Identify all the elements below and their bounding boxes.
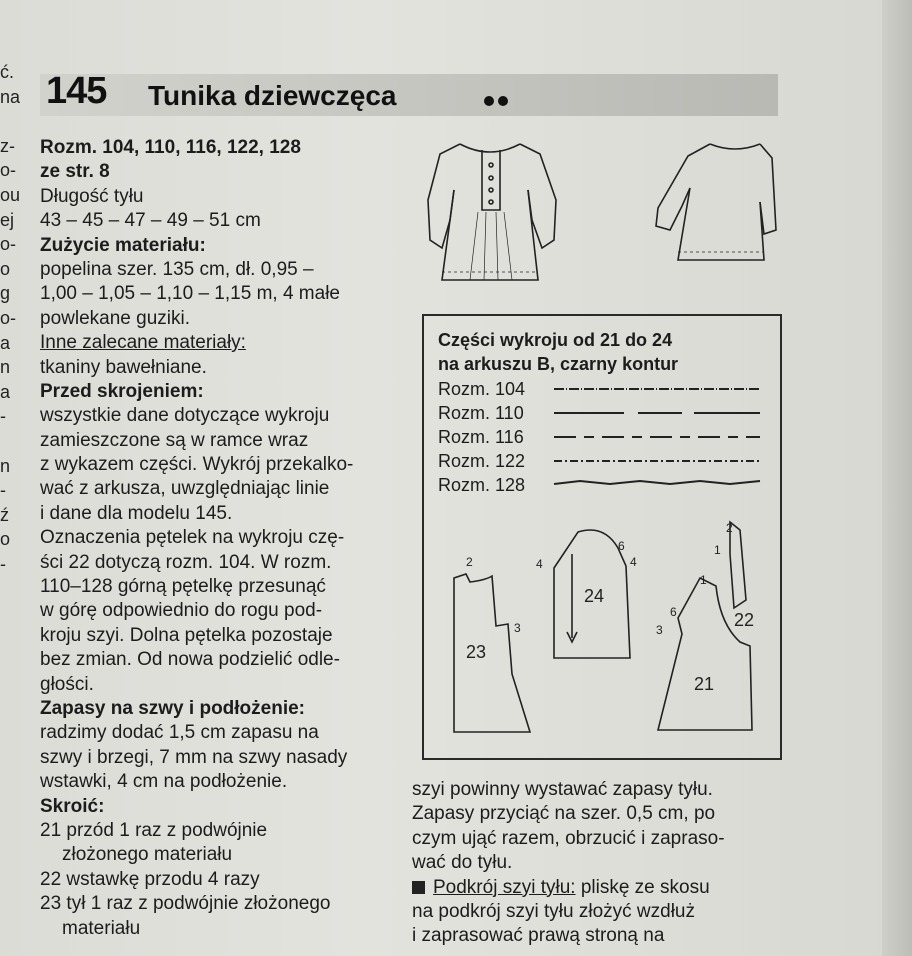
loops-line: ści 22 dotyczą rozm. 104. W rozm. bbox=[40, 551, 332, 573]
cut-line: materiału bbox=[62, 917, 141, 939]
piece-number-23: 23 bbox=[466, 642, 487, 662]
edge-fragment: ź bbox=[0, 504, 9, 525]
right-line: Zapasy przyciąć na szer. 0,5 cm, po bbox=[412, 803, 716, 825]
edge-fragment: z- bbox=[0, 135, 15, 156]
pattern-pieces-diagram bbox=[420, 514, 776, 750]
legend-line-samples bbox=[550, 380, 765, 490]
before-cutting-line: wszystkie dane dotyczące wykroju bbox=[40, 405, 330, 427]
loops-line: kroju szyi. Dolna pętelka pozostaje bbox=[40, 624, 333, 646]
legend-title-line: na arkuszu B, czarny kontur bbox=[438, 354, 679, 374]
before-cutting-heading: Przed skrojeniem: bbox=[40, 380, 204, 402]
page-binding-edge bbox=[882, 0, 912, 956]
edge-fragment: o- bbox=[0, 234, 17, 255]
legend-title-line: Części wykroju od 21 do 24 bbox=[438, 330, 673, 350]
edge-fragment: ć. bbox=[0, 62, 15, 82]
notch-label: 4 bbox=[536, 557, 543, 571]
notch-label: 6 bbox=[618, 539, 625, 553]
notch-label: 4 bbox=[630, 555, 637, 569]
line-style-128 bbox=[554, 481, 760, 484]
legend-size-122: Rozm. 122 bbox=[438, 451, 526, 471]
instructions-left-column bbox=[40, 136, 410, 941]
edge-fragment: g bbox=[0, 283, 11, 304]
loops-line: w górę odpowiednio do rogu pod- bbox=[40, 600, 323, 622]
section-marker-icon bbox=[412, 881, 425, 894]
edge-fragment: n bbox=[0, 357, 11, 378]
loops-line: 110–128 górną pętelkę przesunąć bbox=[40, 576, 326, 598]
cut-line: 21 przód 1 raz z podwójnie bbox=[40, 819, 268, 841]
legend-title bbox=[438, 328, 678, 376]
loops-line: Oznaczenia pętelek na wykroju czę- bbox=[40, 527, 345, 549]
right-line: czym ująć razem, obrzucić i zapraso- bbox=[412, 827, 725, 849]
edge-fragment bbox=[0, 109, 22, 134]
left-page-edge-text bbox=[0, 60, 22, 576]
sizes-line: Rozm. 104, 110, 116, 122, 128 bbox=[40, 137, 301, 158]
cut-heading: Skroić: bbox=[40, 795, 105, 817]
before-cutting-line: wać z arkusza, uwzględniając linie bbox=[40, 478, 330, 500]
edge-fragment: o- bbox=[0, 160, 17, 181]
right-line: i zaprasować prawą stroną na bbox=[412, 925, 665, 947]
notch-label: 6 bbox=[670, 605, 677, 619]
material-line: popelina szer. 135 cm, dł. 0,95 – bbox=[40, 258, 314, 280]
right-line: na podkrój szyi tyłu złożyć wzdłuż bbox=[412, 900, 695, 922]
tunic-sketches bbox=[420, 130, 780, 310]
notch-label: 1 bbox=[700, 573, 707, 587]
edge-fragment bbox=[0, 429, 22, 454]
loops-line: głości. bbox=[40, 673, 94, 695]
piece-21-outline bbox=[658, 578, 755, 730]
length-values: 43 – 45 – 47 – 49 – 51 cm bbox=[40, 210, 261, 232]
seams-line: wstawki, 4 cm na podłożenie. bbox=[40, 771, 288, 793]
tunic-back-sketch bbox=[656, 144, 776, 260]
edge-fragment: na bbox=[0, 86, 21, 107]
difficulty-dots-icon bbox=[484, 93, 514, 105]
edge-fragment: o bbox=[0, 258, 11, 279]
edge-fragment: n bbox=[0, 455, 11, 476]
cut-line: 23 tył 1 raz z podwójnie złożonego bbox=[40, 893, 331, 915]
right-line: szyi powinny wystawać zapasy tyłu. bbox=[412, 779, 713, 800]
cut-line: 22 wstawkę przodu 4 razy bbox=[40, 868, 260, 890]
before-cutting-line: z wykazem części. Wykrój przekalko- bbox=[40, 454, 354, 476]
legend-size-116: Rozm. 116 bbox=[438, 427, 524, 447]
other-materials-heading: Inne zalecane materiały: bbox=[40, 332, 246, 354]
notch-label: 2 bbox=[466, 555, 473, 569]
notch-label: 2 bbox=[726, 521, 733, 535]
legend-size-104: Rozm. 104 bbox=[438, 379, 526, 399]
legend-size-110: Rozm. 110 bbox=[438, 403, 524, 423]
seams-line: radzimy dodać 1,5 cm zapasu na bbox=[40, 722, 319, 744]
tunic-front-sketch bbox=[428, 144, 556, 280]
before-cutting-line: i dane dla modelu 145. bbox=[40, 502, 233, 524]
edge-fragment: a bbox=[0, 332, 11, 353]
edge-fragment: o bbox=[0, 529, 11, 550]
edge-fragment: - bbox=[0, 406, 6, 427]
notch-label: 1 bbox=[714, 543, 721, 557]
notch-label: 3 bbox=[514, 621, 521, 635]
page-title: Tunika dziewczęca bbox=[148, 80, 397, 111]
edge-fragment: - bbox=[0, 480, 6, 501]
before-cutting-line: zamieszczone są w ramce wraz bbox=[40, 429, 309, 451]
instructions-right-column bbox=[412, 778, 790, 949]
neck-instruction bbox=[412, 876, 790, 900]
piece-number-24: 24 bbox=[584, 586, 605, 606]
neck-heading: Podkrój szyi tyłu: bbox=[433, 876, 576, 898]
legend-size-128: Rozm. 128 bbox=[438, 475, 526, 495]
right-line: wać do tyłu. bbox=[412, 852, 513, 874]
loops-line: bez zmian. Od nowa podzielić odle- bbox=[40, 649, 340, 671]
cut-line: złożonego materiału bbox=[62, 844, 233, 866]
material-heading: Zużycie materiału: bbox=[40, 234, 206, 256]
neck-heading-rest: pliskę ze skosu bbox=[575, 876, 710, 898]
notch-label: 3 bbox=[656, 623, 663, 637]
material-line: 1,00 – 1,05 – 1,10 – 1,15 m, 4 małe bbox=[40, 283, 340, 305]
edge-fragment: a bbox=[0, 381, 11, 402]
piece-number-21: 21 bbox=[694, 674, 715, 694]
other-materials-text: tkaniny bawełniane. bbox=[40, 356, 207, 378]
model-number: 145 bbox=[46, 70, 107, 112]
edge-fragment: ou bbox=[0, 184, 21, 205]
edge-fragment: ej bbox=[0, 209, 15, 230]
piece-number-22: 22 bbox=[734, 610, 755, 630]
edge-fragment: o- bbox=[0, 307, 17, 328]
seams-line: szwy i brzegi, 7 mm na szwy nasady bbox=[40, 746, 348, 768]
seams-heading: Zapasy na szwy i podłożenie: bbox=[40, 697, 306, 719]
edge-fragment: - bbox=[0, 553, 6, 574]
length-label: Długość tyłu bbox=[40, 185, 144, 207]
material-line: powlekane guziki. bbox=[40, 307, 190, 329]
page-reference: ze str. 8 bbox=[40, 161, 110, 183]
